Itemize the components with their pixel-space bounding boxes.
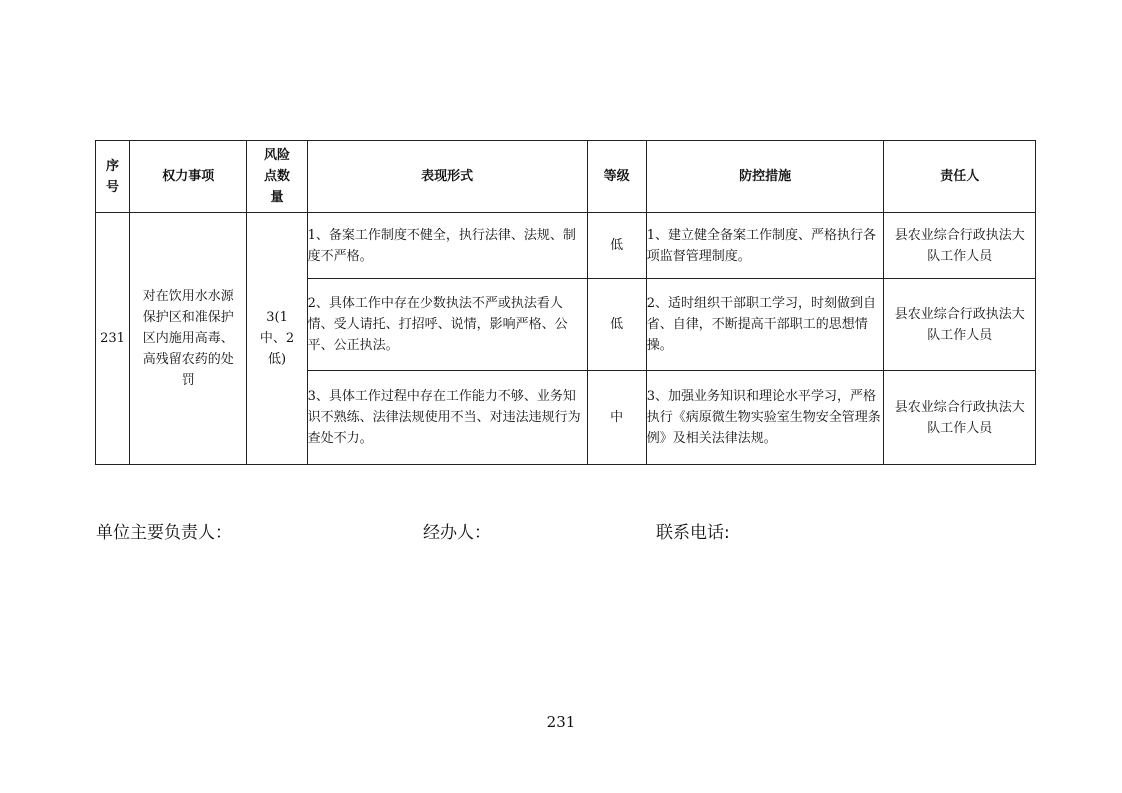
risk-measure: 1、建立健全备案工作制度、严格执行各项监督管理制度。	[646, 213, 884, 279]
risk-form: 2、具体工作中存在少数执法不严或执法看人情、受人请托、打招呼、说情，影响严格、公平、公正执法。	[307, 279, 587, 371]
header-no: 序号	[96, 141, 130, 213]
header-count: 风险点数量	[247, 141, 307, 213]
table-header-row	[96, 141, 1036, 213]
page-number: 231	[546, 713, 576, 731]
header-item: 权力事项	[130, 141, 247, 213]
risk-table	[95, 140, 1036, 465]
record-no: 231	[96, 213, 130, 465]
header-level: 等级	[587, 141, 646, 213]
header-responsible: 责任人	[884, 141, 1036, 213]
record-item: 对在饮用水水源保护区和准保护区内施用高毒、高残留农药的处罚	[130, 213, 247, 465]
risk-responsible: 县农业综合行政执法大队工作人员	[884, 371, 1036, 465]
risk-responsible: 县农业综合行政执法大队工作人员	[884, 279, 1036, 371]
record-count: 3(1 中、2 低)	[247, 213, 307, 465]
risk-responsible: 县农业综合行政执法大队工作人员	[884, 213, 1036, 279]
handler-label: 经办人：	[423, 523, 491, 543]
unit-head-label: 单位主要负责人：	[96, 523, 232, 543]
header-form: 表现形式	[307, 141, 587, 213]
header-measure: 防控措施	[646, 141, 884, 213]
risk-level: 低	[587, 279, 646, 371]
risk-measure: 3、加强业务知识和理论水平学习，严格执行《病原微生物实验室生物安全管理条例》及相关法律法规。	[646, 371, 884, 465]
risk-form: 1、备案工作制度不健全，执行法律、法规、制度不严格。	[307, 213, 587, 279]
phone-label: 联系电话:	[656, 523, 730, 543]
risk-form: 3、具体工作过程中存在工作能力不够、业务知识不熟练、法律法规使用不当、对违法违规行为查处不力。	[307, 371, 587, 465]
risk-measure: 2、适时组织干部职工学习，时刻做到自省、自律，不断提高干部职工的思想情操。	[646, 279, 884, 371]
table-row	[96, 213, 1036, 279]
risk-level: 中	[587, 371, 646, 465]
risk-level: 低	[587, 213, 646, 279]
